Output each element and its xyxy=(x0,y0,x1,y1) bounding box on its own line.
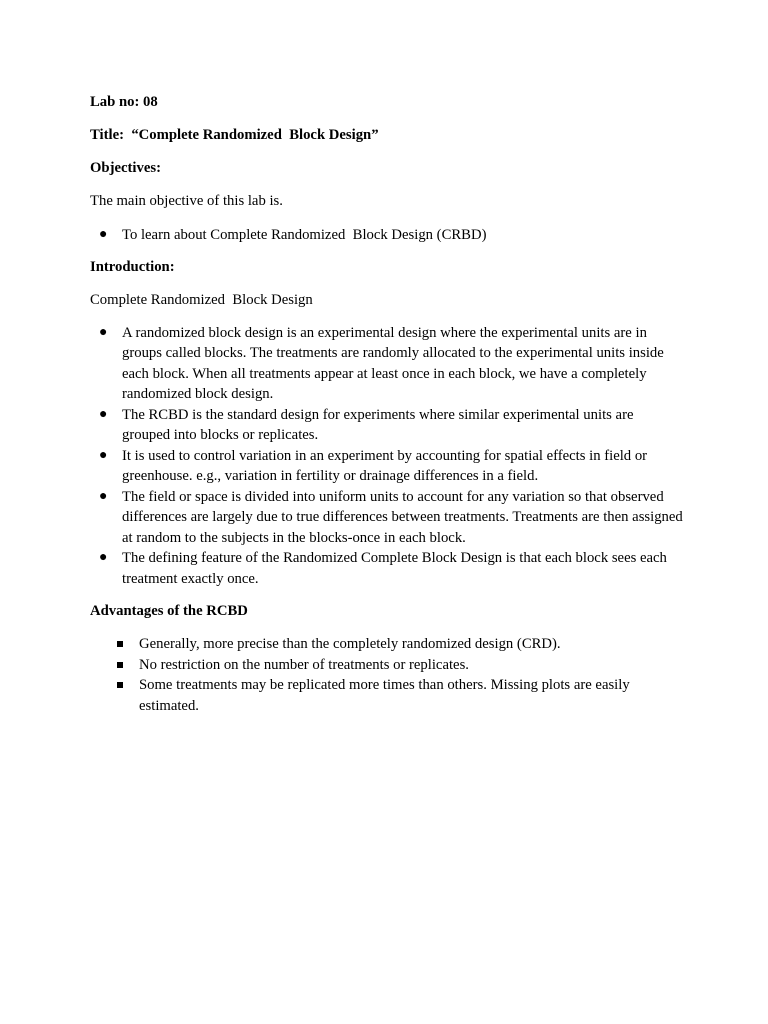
list-item-text: It is used to control variation in an experiment by accounting for spatial effects in field or greenhouse. e.g., variation in fertility or drainage differences in a field. xyxy=(122,447,648,484)
advantages-heading: Advantages of the RCBD xyxy=(90,603,248,619)
list-item xyxy=(90,655,685,676)
objectives-list xyxy=(90,225,685,246)
bullet-icon: ● xyxy=(99,550,108,565)
square-bullet-icon xyxy=(117,662,123,668)
advantages-list xyxy=(90,634,685,716)
list-item xyxy=(90,487,685,549)
list-item xyxy=(90,634,685,655)
document-page xyxy=(90,93,685,716)
objectives-heading: Objectives: xyxy=(90,160,161,176)
list-item xyxy=(90,323,685,405)
list-item-text: A randomized block design is an experimental design where the experimental units are in groups called blocks. The treatments are randomly allocated to the experimental units inside each block. When all treatments appear at least once in each block, we have a completely randomized block design. xyxy=(122,324,664,402)
list-item xyxy=(90,548,685,589)
bullet-icon: ● xyxy=(99,488,108,504)
list-item-text: Some treatments may be replicated more times than others. Missing plots are easily estimated. xyxy=(139,677,630,714)
list-item-text: Generally, more precise than the completely randomized design (CRD). xyxy=(139,636,561,652)
bullet-icon: ● xyxy=(99,447,108,463)
list-item-text: No restriction on the number of treatments or replicates. xyxy=(139,656,469,673)
square-bullet-icon xyxy=(117,682,123,688)
square-bullet-icon xyxy=(117,641,123,647)
list-item-text: The defining feature of the Randomized Complete Block Design is that each block sees each treatment exactly once. xyxy=(122,550,667,587)
bullet-icon: ● xyxy=(99,324,108,340)
bullet-icon: ● xyxy=(99,227,108,242)
list-item xyxy=(90,446,685,487)
list-item xyxy=(90,405,685,446)
introduction-heading: Introduction: xyxy=(90,258,175,275)
list-item-text: To learn about Complete Randomized Block Design (CRBD) xyxy=(122,227,487,243)
lab-number: Lab no: 08 xyxy=(90,94,158,110)
list-item xyxy=(90,675,685,716)
list-item-text: The field or space is divided into uniform units to account for any variation so that observed differences are largely due to true differences between treatments. Treatments are then assigned at random to the subjects in the blocks-once in each block. xyxy=(122,488,683,546)
introduction-subheading: Complete Randomized Block Design xyxy=(90,291,313,308)
introduction-list xyxy=(90,323,685,590)
bullet-icon: ● xyxy=(99,406,108,422)
list-item-text: The RCBD is the standard design for experiments where similar experimental units are grouped into blocks or replicates. xyxy=(122,406,634,443)
list-item xyxy=(90,225,685,246)
document-title: Title: “Complete Randomized Block Design” xyxy=(90,127,379,143)
objectives-intro: The main objective of this lab is. xyxy=(90,193,283,209)
